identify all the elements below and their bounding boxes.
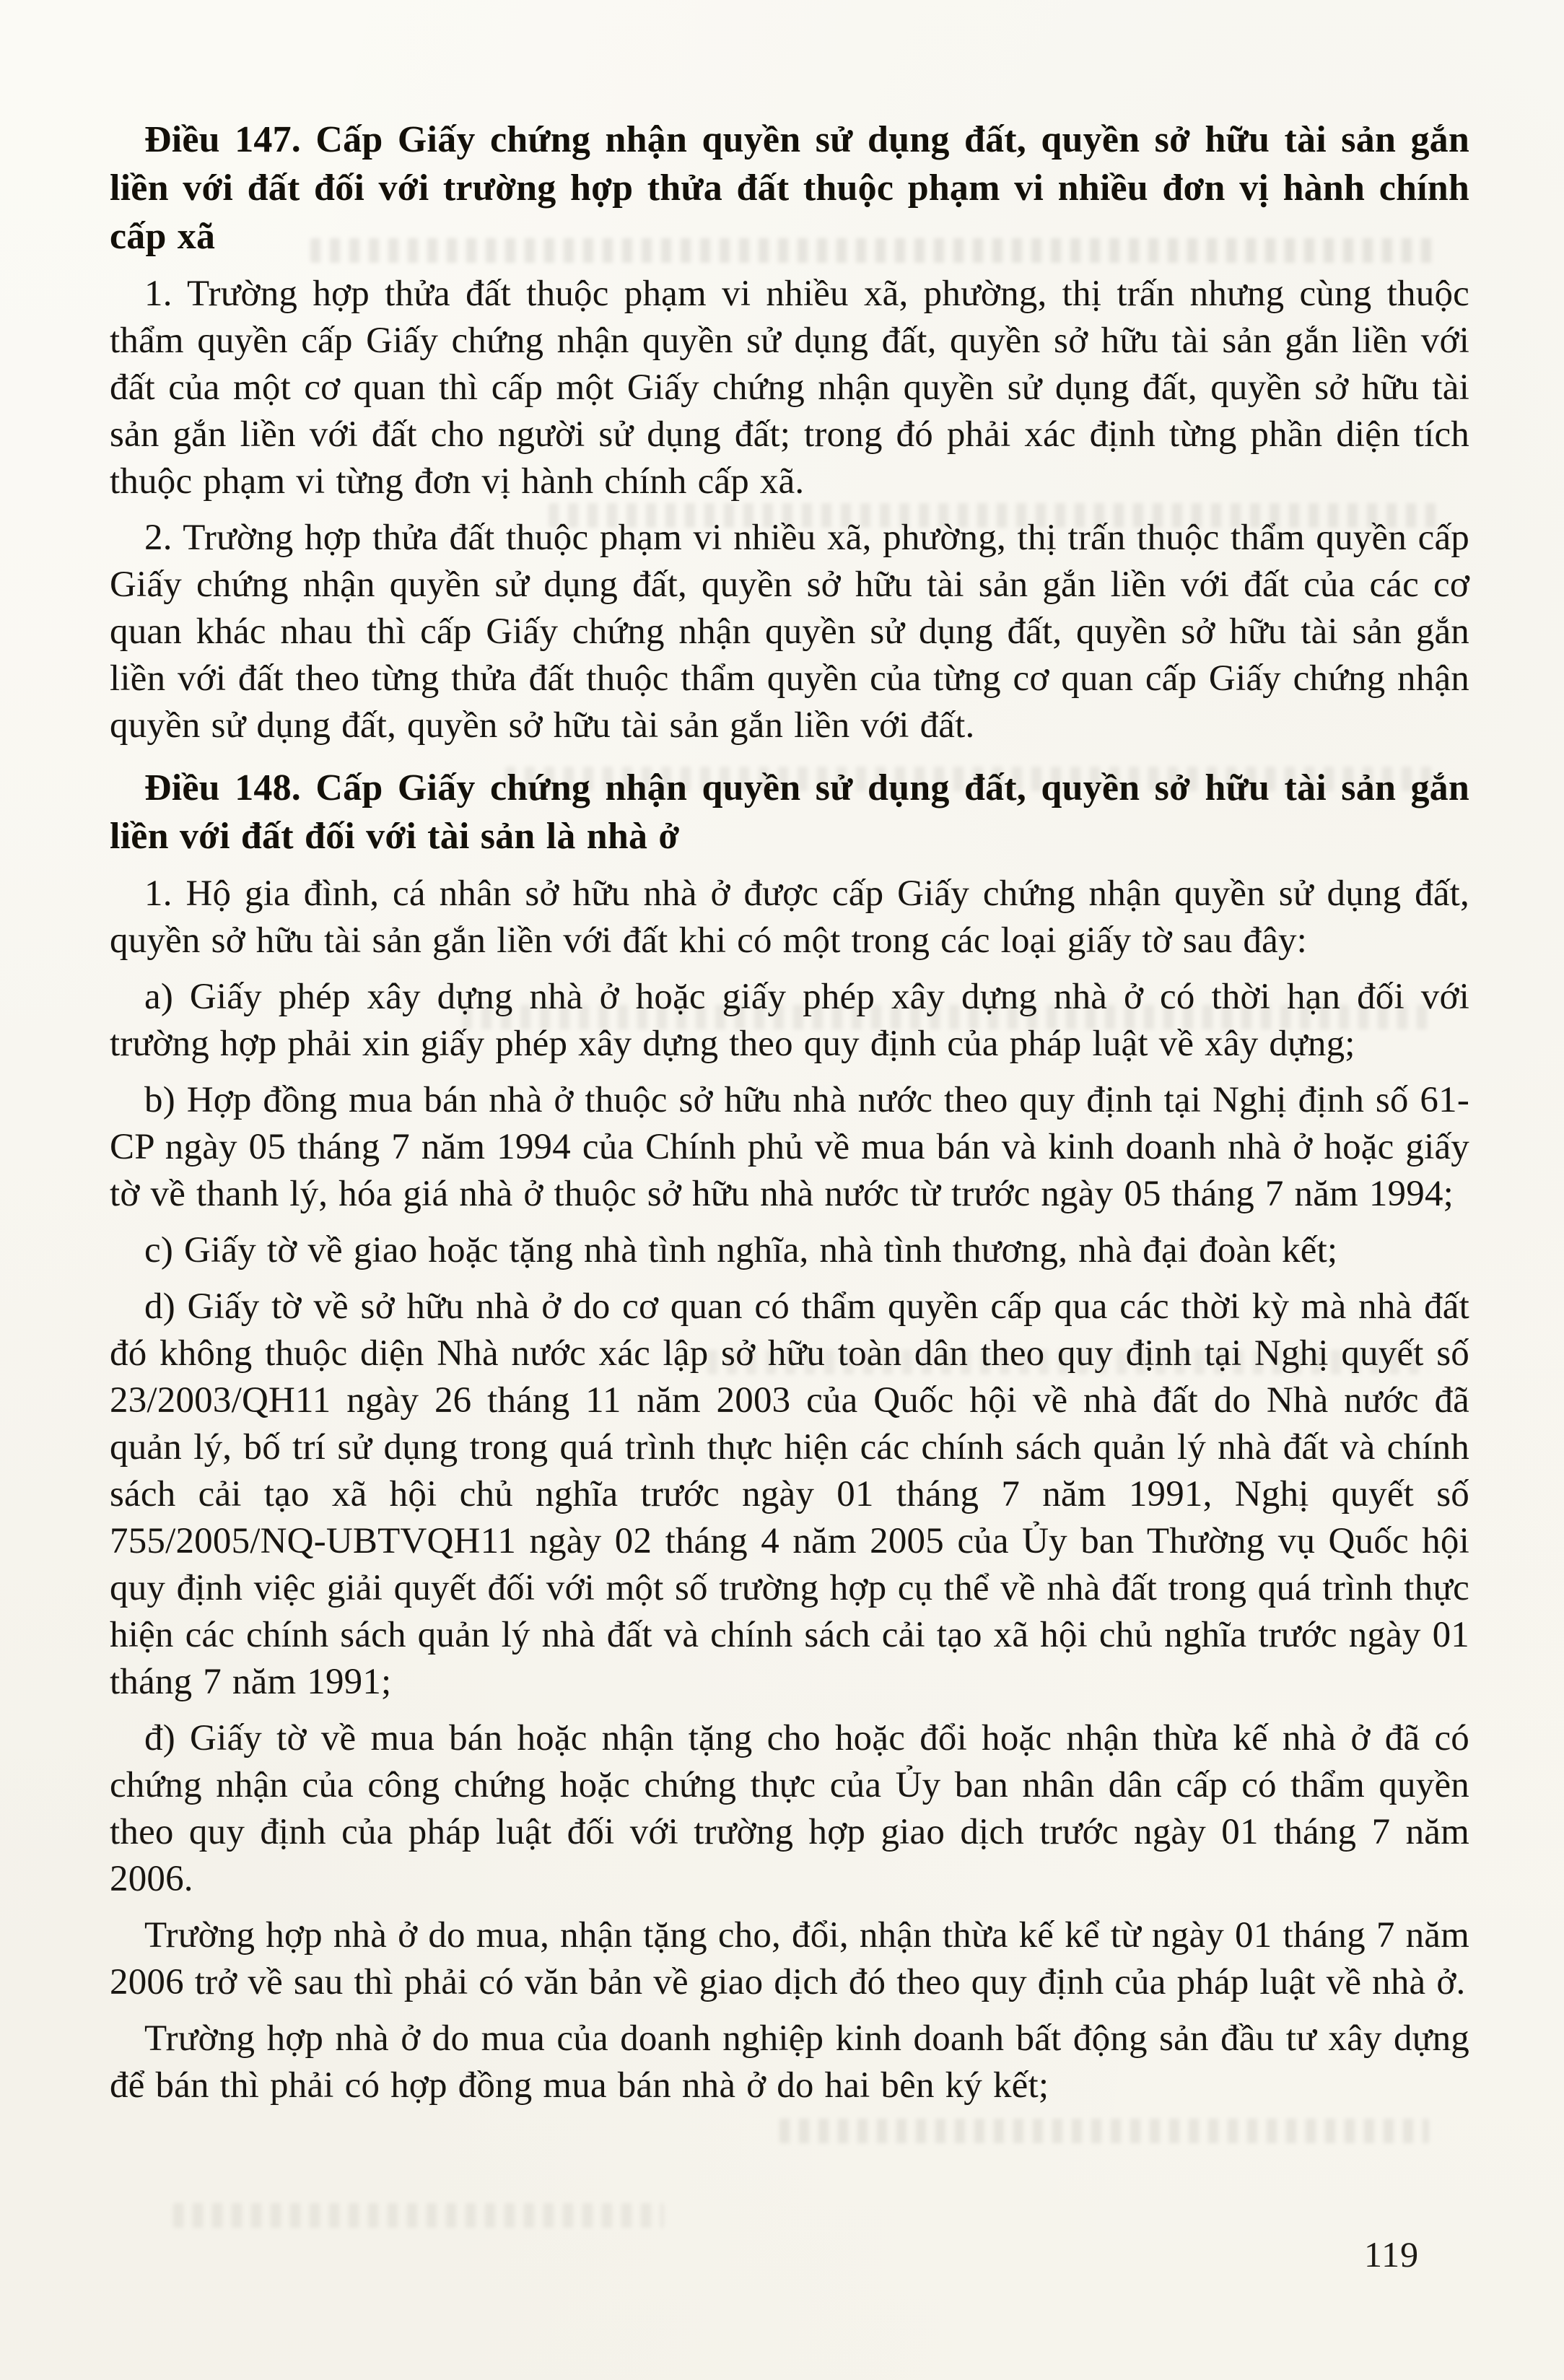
- article-148-clause-1: 1. Hộ gia đình, cá nhân sở hữu nhà ở được cấp Giấy chứng nhận quyền sử dụng đất, quyền sở hữu tài sản gắn liền với đất khi có một trong các loại giấy tờ sau đây:: [110, 873, 1469, 961]
- bleedthrough-artifact: [779, 2119, 1429, 2143]
- article-148-heading: Điều 148. Cấp Giấy chứng nhận quyền sử dụng đất, quyền sở hữu tài sản gắn liền với đất đối với tài sản là nhà ở: [110, 767, 1469, 857]
- article-148-point-a: a) Giấy phép xây dựng nhà ở hoặc giấy phép xây dựng nhà ở có thời hạn đối với trường hợp phải xin giấy phép xây dựng theo quy định của pháp luật về xây dựng;: [110, 977, 1469, 1064]
- bleedthrough-artifact: [173, 2203, 664, 2228]
- article-148-note-developer-contract: Trường hợp nhà ở do mua của doanh nghiệp kinh doanh bất động sản đầu tư xây dựng để bán thì phải có hợp đồng mua bán nhà ở do hai bên ký kết;: [110, 2018, 1469, 2106]
- article-148: [110, 764, 1469, 2109]
- article-147: [110, 115, 1469, 749]
- article-147-clause-2: 2. Trường hợp thửa đất thuộc phạm vi nhiều xã, phường, thị trấn thuộc thẩm quyền cấp Giấy chứng nhận quyền sử dụng đất, quyền sở hữu tài sản gắn liền với đất của các cơ quan khác nhau thì cấp Giấy chứng nhận quyền sử dụng đất, quyền sở hữu tài sản gắn liền với đất theo từng thửa đất thuộc thẩm quyền của từng cơ quan cấp Giấy chứng nhận quyền sử dụng đất, quyền sở hữu tài sản gắn liền với đất.: [110, 518, 1469, 746]
- article-147-clause-1: 1. Trường hợp thửa đất thuộc phạm vi nhiều xã, phường, thị trấn nhưng cùng thuộc thẩm quyền cấp Giấy chứng nhận quyền sử dụng đất, quyền sở hữu tài sản gắn liền với đất của một cơ quan thì cấp một Giấy chứng nhận quyền sử dụng đất, quyền sở hữu tài sản gắn liền với đất cho người sử dụng đất; trong đó phải xác định từng phần diện tích thuộc phạm vi từng đơn vị hành chính cấp xã.: [110, 274, 1469, 502]
- article-148-point-dd: đ) Giấy tờ về mua bán hoặc nhận tặng cho hoặc đổi hoặc nhận thừa kế nhà ở đã có chứng nhận của công chứng hoặc chứng thực của Ủy ban nhân dân cấp có thẩm quyền theo quy định của pháp luật đối với trường hợp giao dịch trước ngày 01 tháng 7 năm 2006.: [110, 1718, 1469, 1899]
- article-148-point-b: b) Hợp đồng mua bán nhà ở thuộc sở hữu nhà nước theo quy định tại Nghị định số 61-CP ngày 05 tháng 7 năm 1994 của Chính phủ về mua bán và kinh doanh nhà ở hoặc giấy tờ về thanh lý, hóa giá nhà ở thuộc sở hữu nhà nước từ trước ngày 05 tháng 7 năm 1994;: [110, 1080, 1469, 1214]
- article-147-heading: Điều 147. Cấp Giấy chứng nhận quyền sử dụng đất, quyền sở hữu tài sản gắn liền với đất đối với trường hợp thửa đất thuộc phạm vi nhiều đơn vị hành chính cấp xã: [110, 119, 1469, 257]
- page-text-block: [110, 115, 1469, 2119]
- article-148-point-d: d) Giấy tờ về sở hữu nhà ở do cơ quan có thẩm quyền cấp qua các thời kỳ mà nhà đất đó không thuộc diện Nhà nước xác lập sở hữu toàn dân theo quy định tại Nghị quyết số 23/2003/QH11 ngày 26 tháng 11 năm 2003 của Quốc hội về nhà đất do Nhà nước đã quản lý, bố trí sử dụng trong quá trình thực hiện các chính sách quản lý nhà đất và chính sách cải tạo xã hội chủ nghĩa trước ngày 01 tháng 7 năm 1991, Nghị quyết số 755/2005/NQ-UBTVQH11 ngày 02 tháng 4 năm 2005 của Ủy ban Thường vụ Quốc hội quy định việc giải quyết đối với một số trường hợp cụ thể về nhà đất trong quá trình thực hiện các chính sách quản lý nhà đất và chính sách cải tạo xã hội chủ nghĩa trước ngày 01 tháng 7 năm 1991;: [110, 1286, 1469, 1702]
- page-number: 119: [1364, 2234, 1420, 2275]
- article-148-note-after-2006: Trường hợp nhà ở do mua, nhận tặng cho, đổi, nhận thừa kế kể từ ngày 01 tháng 7 năm 2006 trở về sau thì phải có văn bản về giao dịch đó theo quy định của pháp luật về nhà ở.: [110, 1915, 1469, 2002]
- article-148-point-c: c) Giấy tờ về giao hoặc tặng nhà tình nghĩa, nhà tình thương, nhà đại đoàn kết;: [144, 1230, 1338, 1270]
